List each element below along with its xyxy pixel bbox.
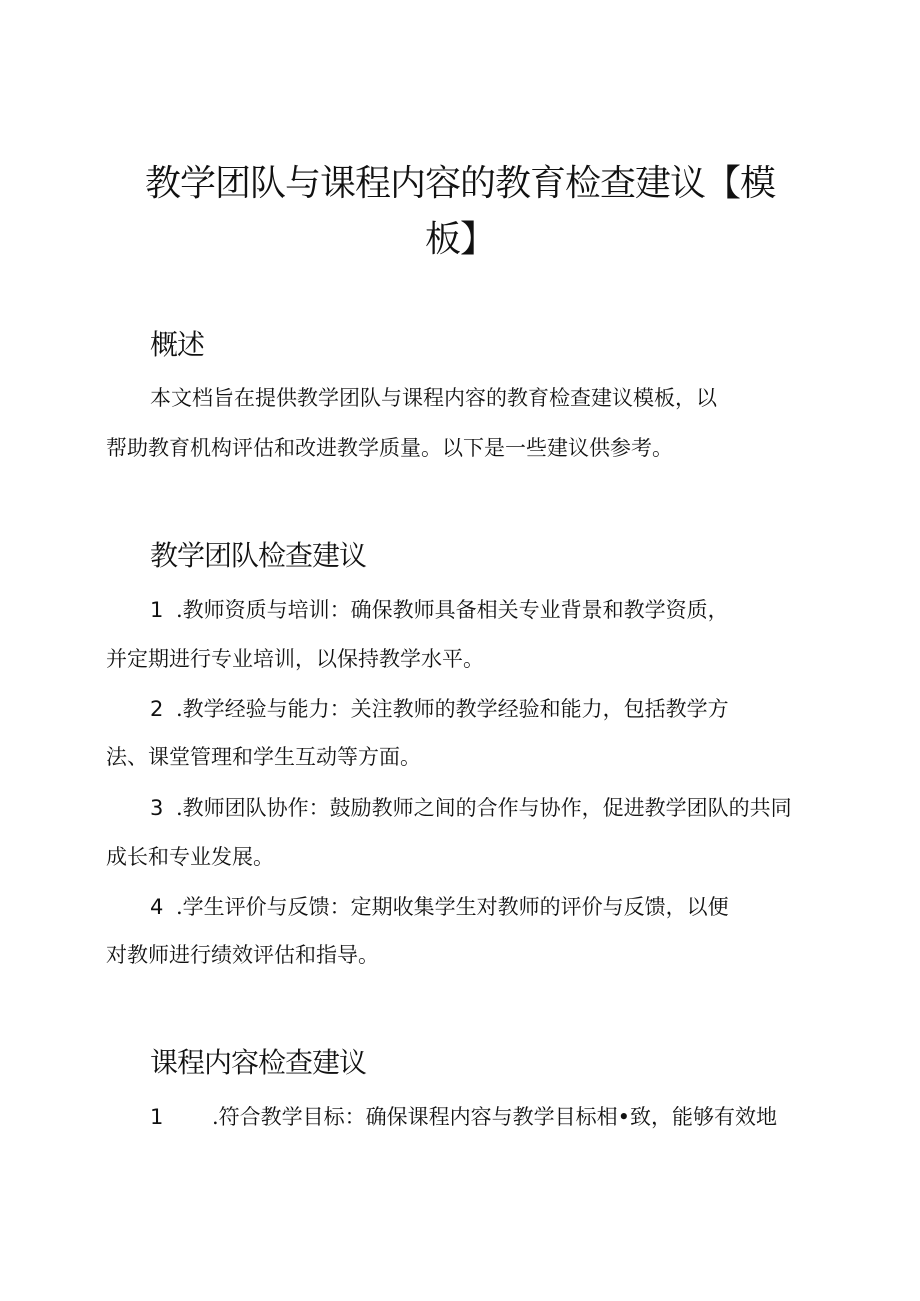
document-title-line-1: 教学团队与课程内容的教育检查建议【模 xyxy=(144,163,775,204)
team-item-2-text: .教学经验与能力：关注教师的教学经验和能力，包括教学方 xyxy=(176,697,729,721)
team-item-1-line-1 xyxy=(150,596,729,624)
team-item-3-number: 3 xyxy=(150,796,164,820)
team-item-1-number: 1 xyxy=(150,598,164,622)
team-item-4-text: .学生评价与反馈：定期收集学生对教师的评价与反馈，以便 xyxy=(176,895,729,919)
team-item-3-text: .教师团队协作：鼓励教师之间的合作与协作，促进教学团队的共同 xyxy=(176,796,792,820)
team-item-2-line-1 xyxy=(150,695,729,723)
team-item-1-line-2: 并定期进行专业培训，以保持教学水平。 xyxy=(106,647,484,671)
team-item-3-line-1 xyxy=(150,794,792,822)
team-item-4-line-2: 对教师进行绩效评估和指导。 xyxy=(106,943,379,967)
curriculum-section-heading: 课程内容检查建议 xyxy=(150,1046,367,1079)
team-section-heading: 教学团队检查建议 xyxy=(150,539,367,572)
team-item-3-line-2: 成长和专业发展。 xyxy=(106,845,274,869)
team-item-4-number: 4 xyxy=(150,895,164,919)
team-item-2-number: 2 xyxy=(150,697,164,721)
overview-heading: 概述 xyxy=(150,328,205,361)
overview-paragraph-line-2: 帮助教育机构评估和改进教学质量。以下是一些建议供参考。 xyxy=(106,436,673,460)
curriculum-item-1-number: 1 xyxy=(150,1105,164,1129)
team-item-4-line-1 xyxy=(150,893,729,921)
team-item-2-line-2: 法、课堂管理和学生互动等方面。 xyxy=(106,745,421,769)
document-title-line-2: 板】 xyxy=(424,219,495,260)
overview-paragraph-line-1: 本文档旨在提供教学团队与课程内容的教育检查建议模板，以 xyxy=(150,386,717,410)
curriculum-item-1-line-1 xyxy=(150,1103,777,1131)
curriculum-item-1-text: .符合教学目标：确保课程内容与教学目标相•致，能够有效地 xyxy=(212,1105,778,1129)
team-item-1-text: .教师资质与培训：确保教师具备相关专业背景和教学资质， xyxy=(176,598,729,622)
